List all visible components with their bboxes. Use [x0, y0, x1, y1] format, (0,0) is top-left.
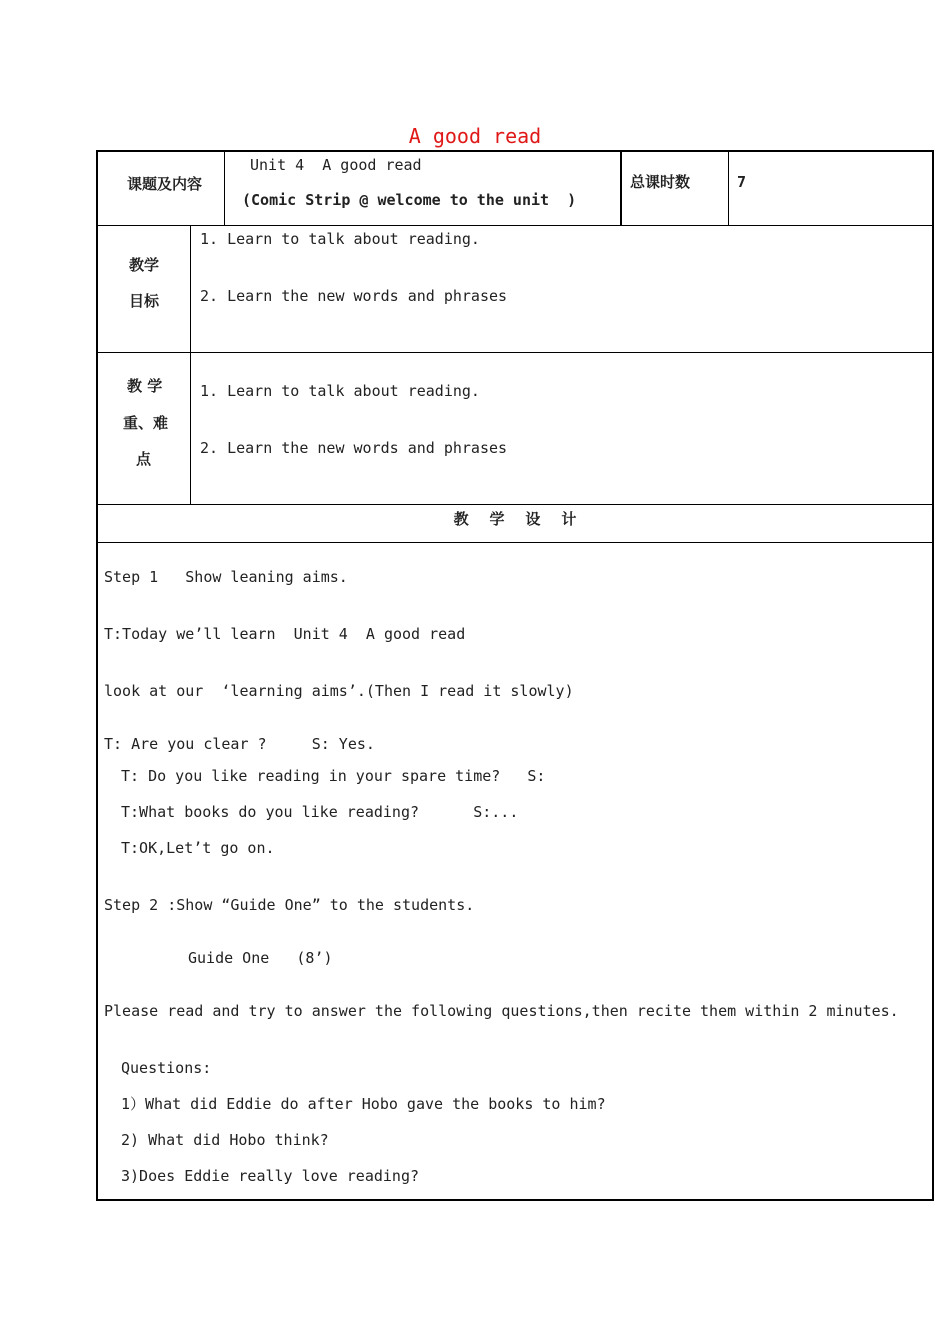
- design-line: Questions:: [121, 1059, 212, 1077]
- topic-line-1: Unit 4 A good read: [250, 156, 422, 174]
- row-divider: [96, 542, 934, 543]
- objective-item: 1. Learn to talk about reading.: [200, 230, 480, 248]
- col-divider: [190, 225, 191, 504]
- topic-line-2: (Comic Strip @ welcome to the unit ): [242, 191, 577, 209]
- key-points-label-3: 点: [136, 450, 152, 468]
- key-point-item: 2. Learn the new words and phrases: [200, 439, 508, 457]
- design-line: 2) What did Hobo think?: [121, 1131, 329, 1149]
- row-divider: [96, 352, 934, 353]
- design-line: T:Today we’ll learn Unit 4 A good read: [104, 625, 466, 643]
- design-line: T: Are you clear ? S: Yes.: [104, 735, 375, 753]
- design-line: Step 1 Show leaning aims.: [104, 568, 348, 586]
- col-divider: [224, 150, 225, 225]
- key-points-label-2: 重、难: [123, 414, 169, 432]
- col-divider: [620, 150, 622, 225]
- table-border-right: [932, 150, 934, 1201]
- design-line: T:What books do you like reading? S:...: [121, 803, 519, 821]
- design-line: Step 2 :Show “Guide One” to the students.: [104, 896, 475, 914]
- col-divider: [728, 150, 729, 225]
- table-border-left: [96, 150, 98, 1201]
- row-divider: [96, 225, 934, 226]
- total-hours-value: 7: [737, 173, 747, 191]
- objective-item: 2. Learn the new words and phrases: [200, 287, 508, 305]
- design-line: look at our ‘learning aims’.(Then I read it slowly): [104, 682, 574, 700]
- design-line: T:OK,Let’t go on.: [121, 839, 275, 857]
- table-border-top: [96, 150, 934, 152]
- design-line: 1）What did Eddie do after Hobo gave the books to him?: [121, 1095, 606, 1113]
- table-border-bottom: [96, 1199, 934, 1201]
- topic-label: 课题及内容: [127, 175, 203, 193]
- row-divider: [96, 504, 934, 505]
- design-line: 3)Does Eddie really love reading?: [121, 1167, 420, 1185]
- objectives-label-2: 目标: [129, 292, 160, 310]
- design-line: Guide One (8’): [188, 949, 333, 967]
- key-point-item: 1. Learn to talk about reading.: [200, 382, 480, 400]
- design-line: Please read and try to answer the following questions,then recite them within 2 minutes.: [104, 1002, 899, 1020]
- objectives-label-1: 教学: [129, 256, 160, 274]
- design-heading: 教 学 设 计: [453, 510, 577, 528]
- key-points-label-1: 教 学: [127, 377, 163, 395]
- design-line: T: Do you like reading in your spare time? S:: [121, 767, 546, 785]
- total-hours-label: 总课时数: [630, 173, 691, 191]
- page-title: A good read: [408, 124, 542, 148]
- lesson-plan-table: [96, 150, 934, 1201]
